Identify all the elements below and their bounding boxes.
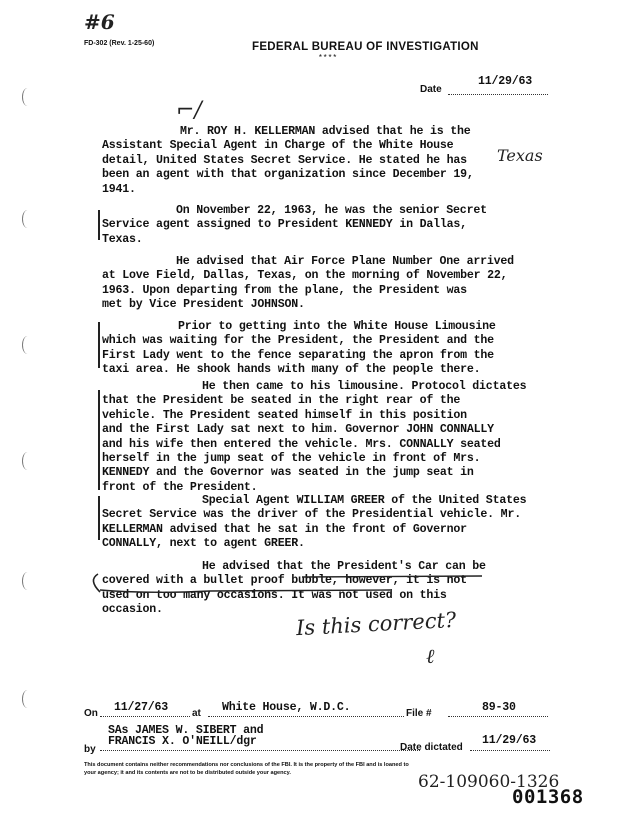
binder-mark-5: [22, 572, 33, 590]
on-label: On: [84, 708, 98, 719]
form-number: FD-302 (Rev. 1-25-60): [84, 40, 155, 47]
margin-bracket-2: [98, 322, 100, 368]
paragraph-line: Special Agent WILLIAM GREER of the United States: [202, 494, 527, 507]
interview-date: 11/27/63: [114, 701, 169, 714]
paragraph-5: [102, 380, 532, 495]
paragraph-line: herself in the jump seat of the vehicle in front of Mrs.: [102, 452, 481, 466]
handwritten-file-number: 62-109060-1326: [418, 772, 560, 792]
paragraph-line: CONNALLY, next to agent GREER.: [102, 537, 305, 551]
paragraph-line: Assistant Special Agent in Charge of the White House: [102, 139, 454, 153]
paragraph-line: met by Vice President JOHNSON.: [102, 298, 305, 312]
dictated-underline: [470, 750, 550, 751]
on-date-underline: [100, 716, 190, 717]
location-underline: [208, 716, 404, 717]
paragraph-line: He advised that the President's Car can be: [202, 560, 486, 573]
margin-bracket-1: [98, 210, 100, 240]
interview-location: White House, W.D.C.: [222, 701, 351, 714]
paragraph-line: Secret Service was the driver of the Presidential vehicle. Mr.: [102, 508, 521, 522]
paragraph-line: front of the President.: [102, 480, 258, 494]
paragraph-line: vehicle. The President seated himself in this position: [102, 408, 467, 422]
by-underline: [100, 750, 420, 751]
paragraph-line: Texas.: [102, 232, 143, 246]
handwritten-annotation: Texas: [497, 146, 543, 165]
paragraph-line: On November 22, 1963, he was the senior Secret: [176, 204, 487, 217]
binder-mark-3: [22, 336, 33, 354]
paragraph-6: [102, 494, 532, 552]
paragraph-3: [102, 255, 532, 313]
at-label: at: [192, 708, 201, 719]
file-number: 89-30: [482, 701, 516, 714]
file-label: File #: [406, 708, 432, 719]
paragraph-line: and the First Lady sat next to him. Governor JOHN CONNALLY: [102, 423, 494, 437]
margin-bracket-4: [98, 496, 100, 540]
paragraph-1: [102, 125, 532, 197]
disclaimer-line-1: This document contains neither recommendations nor conclusions of the FBI. It is the property of the FBI and is loaned to: [84, 762, 409, 768]
paragraph-line: He then came to his limousine. Protocol dictates: [202, 380, 527, 393]
dictated-date: 11/29/63: [482, 734, 537, 747]
handwritten-initial: ℓ: [426, 644, 435, 668]
paragraph-line: First Lady went to the fence separating the apron from the: [102, 348, 494, 362]
paragraph-line: Prior to getting into the White House Limousine: [178, 320, 496, 333]
paragraph-line: been an agent with that organization since December 19,: [102, 168, 474, 182]
paragraph-line: 1963. Upon departing from the plane, the President was: [102, 283, 467, 297]
paragraph-line: taxi area. He shook hands with many of the people there.: [102, 363, 481, 377]
paragraph-4: [102, 320, 532, 378]
date-label: Date: [420, 84, 442, 95]
paragraph-line: 1941.: [102, 182, 136, 196]
header-stars: ****: [318, 54, 338, 63]
document-stamp: 001368: [512, 786, 584, 808]
agents-line-1: SAs JAMES W. SIBERT and: [108, 724, 264, 737]
paragraph-line: He advised that Air Force Plane Number One arrived: [176, 255, 514, 268]
paragraph-line: occasion.: [102, 603, 163, 617]
file-underline: [448, 716, 548, 717]
report-date: 11/29/63: [478, 75, 533, 88]
paragraph-line: KELLERMAN advised that he sat in the front of Governor: [102, 522, 467, 536]
corner-handwritten-mark: #6: [84, 10, 115, 34]
by-label: by: [84, 744, 96, 755]
handwritten-note: Is this correct?: [295, 607, 457, 641]
paragraph-line: detail, United States Secret Service. He stated he has: [102, 153, 467, 167]
paragraph-line: KENNEDY and the Governor was seated in the jump seat in: [102, 466, 474, 480]
agency-name: FEDERAL BUREAU OF INVESTIGATION: [252, 41, 479, 53]
disclaimer-line-2: your agency; it and its contents are not to be distributed outside your agency.: [84, 770, 291, 776]
paragraph-line: that the President be seated in the right rear of the: [102, 394, 461, 408]
check-mark: ⌐/: [176, 98, 202, 123]
date-underline: [448, 94, 548, 95]
binder-mark-4: [22, 452, 33, 470]
paragraph-line: which was waiting for the President, the President and the: [102, 334, 494, 348]
dictated-label: Date dictated: [400, 742, 463, 753]
paragraph-line: Mr. ROY H. KELLERMAN advised that he is the: [180, 125, 471, 138]
paragraph-line: at Love Field, Dallas, Texas, on the morning of November 22,: [102, 269, 508, 283]
agents-line-2: FRANCIS X. O'NEILL/dgr: [108, 735, 257, 748]
binder-mark-2: [22, 210, 33, 228]
handwritten-underline-marks: [90, 566, 510, 596]
paragraph-line: covered with a bullet proof bubble, however, it is not: [102, 574, 467, 588]
paragraph-line: and his wife then entered the vehicle. Mrs. CONNALLY seated: [102, 437, 501, 451]
paragraph-2: [102, 204, 532, 247]
paragraph-line: Service agent assigned to President KENNEDY in Dallas,: [102, 218, 467, 232]
binder-mark-6: [22, 690, 33, 708]
margin-bracket-3: [98, 390, 100, 490]
paragraph-line: used on too many occasions. It was not used on this: [102, 588, 447, 602]
binder-mark-1: [22, 88, 33, 106]
